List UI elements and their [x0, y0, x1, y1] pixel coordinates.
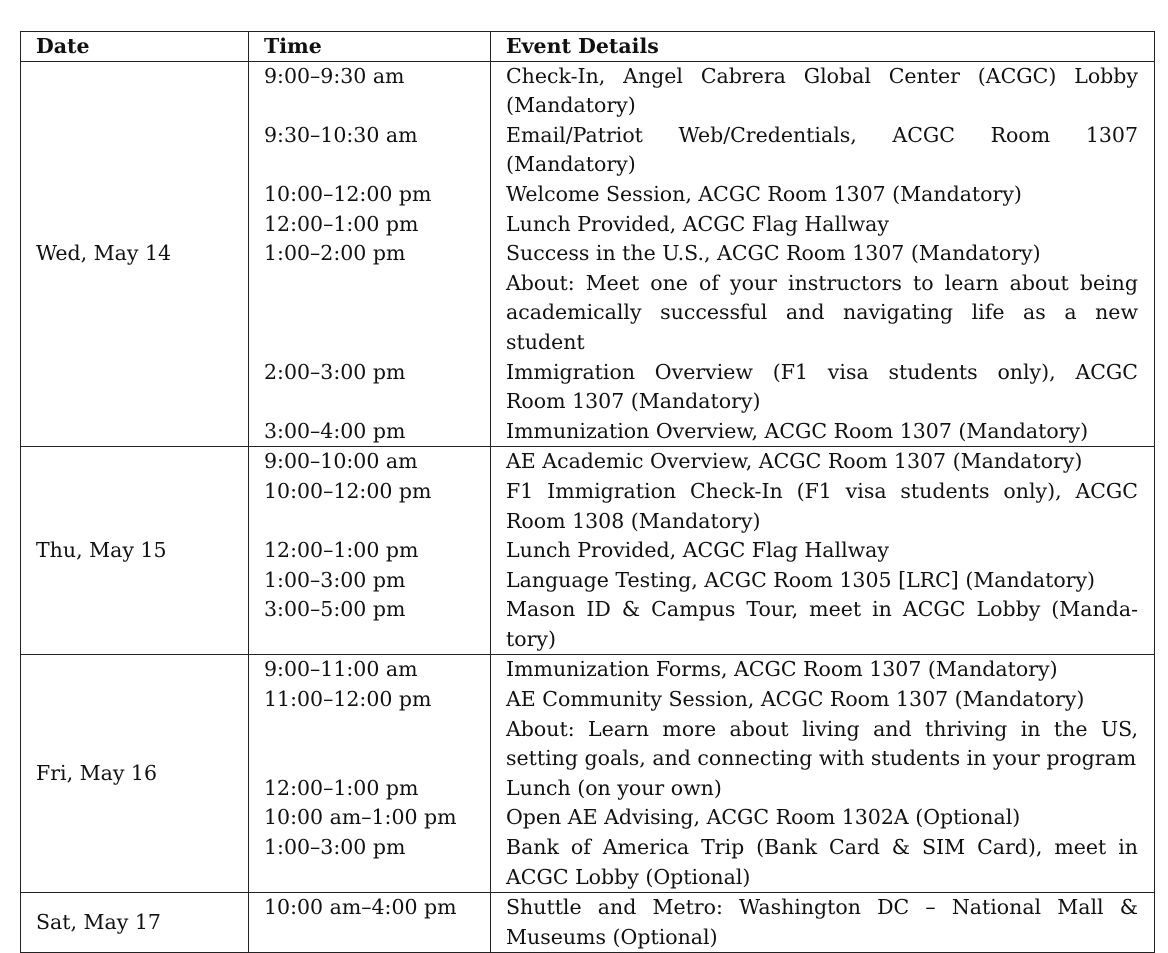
event-cell: [491, 269, 1155, 358]
event-text-line: Immunization Overview, ACGC Room 1307 (Mandatory): [506, 418, 1089, 443]
event-text-line: Success in the U.S., ACGC Room 1307 (Mandatory): [506, 241, 1041, 266]
event-text-line: Welcome Session, ACGC Room 1307 (Mandatory): [506, 181, 1022, 206]
header-time: Time: [249, 32, 491, 62]
event-text-line: Bank of America Trip (Bank Card & SIM Card), meet in: [506, 835, 1138, 860]
event-cell: [491, 715, 1155, 774]
time-cell: 3:00–5:00 pm: [249, 595, 491, 655]
table-row: [21, 447, 1155, 477]
day-group: [21, 655, 1155, 893]
date-cell: Sat, May 17: [21, 893, 249, 953]
date-cell: Fri, May 16: [21, 655, 249, 893]
time-cell: [249, 269, 491, 358]
time-cell: 10:00–12:00 pm: [249, 477, 491, 536]
time-cell: 9:00–10:00 am: [249, 447, 491, 477]
header-date: Date: [21, 32, 249, 62]
event-text-line: AE Academic Overview, ACGC Room 1307 (Mandatory): [506, 449, 1083, 474]
event-text-line: AE Community Session, ACGC Room 1307 (Mandatory): [506, 687, 1085, 712]
time-cell: 12:00–1:00 pm: [249, 210, 491, 240]
time-cell: 11:00–12:00 pm: [249, 685, 491, 715]
time-cell: 2:00–3:00 pm: [249, 358, 491, 417]
event-text-line: ACGC Lobby (Optional): [506, 864, 751, 889]
event-text-line: (Mandatory): [506, 152, 636, 177]
day-group: [21, 61, 1155, 447]
table-header: [21, 32, 1155, 62]
time-cell: 12:00–1:00 pm: [249, 536, 491, 566]
event-text-line: Room 1307 (Mandatory): [506, 389, 761, 414]
time-cell: 1:00–3:00 pm: [249, 566, 491, 596]
schedule-table: [20, 31, 1155, 953]
day-group: [21, 447, 1155, 655]
event-text-line: Shuttle and Metro: Washington DC – National Mall &: [506, 895, 1138, 920]
event-text-line: Museums (Optional): [506, 924, 718, 949]
header-event-details: Event Details: [491, 32, 1155, 62]
event-text-line: Immigration Overview (F1 visa students only), ACGC: [506, 359, 1138, 384]
time-cell: 1:00–3:00 pm: [249, 833, 491, 893]
header-row: [21, 32, 1155, 62]
event-cell: [491, 833, 1155, 893]
event-cell: [491, 447, 1155, 477]
day-group: [21, 893, 1155, 953]
event-text-line: Open AE Advising, ACGC Room 1302A (Optional): [506, 805, 1021, 830]
event-cell: [491, 803, 1155, 833]
event-cell: [491, 210, 1155, 240]
event-text-line: About: Learn more about living and thriving in the US,: [506, 716, 1138, 741]
time-cell: 10:00 am–4:00 pm: [249, 893, 491, 953]
date-cell: Wed, May 14: [21, 61, 249, 447]
event-text-line: Lunch Provided, ACGC Flag Hallway: [506, 211, 889, 236]
event-text-line: Room 1308 (Mandatory): [506, 508, 761, 533]
event-cell: [491, 566, 1155, 596]
table-row: [21, 893, 1155, 953]
time-cell: 9:30–10:30 am: [249, 121, 491, 180]
time-cell: 1:00–2:00 pm: [249, 239, 491, 269]
time-cell: [249, 715, 491, 774]
date-cell: Thu, May 15: [21, 447, 249, 655]
event-text-line: (Mandatory): [506, 93, 636, 118]
time-cell: 12:00–1:00 pm: [249, 774, 491, 804]
event-cell: [491, 893, 1155, 953]
event-cell: [491, 358, 1155, 417]
event-cell: [491, 536, 1155, 566]
event-text-line: Lunch (on your own): [506, 775, 722, 800]
event-text-line: Mason ID & Campus Tour, meet in ACGC Lobby (Manda-: [506, 597, 1138, 622]
event-text-line: Lunch Provided, ACGC Flag Hallway: [506, 538, 889, 563]
event-cell: [491, 239, 1155, 269]
event-text-line: Language Testing, ACGC Room 1305 [LRC] (Mandatory): [506, 567, 1096, 592]
event-text-line: Email/Patriot Web/Credentials, ACGC Room 1307: [506, 122, 1138, 147]
event-text-line: academically successful and navigating life as a new student: [506, 300, 1138, 354]
time-cell: 10:00 am–1:00 pm: [249, 803, 491, 833]
event-text-line: tory): [506, 626, 556, 651]
event-text-line: Immunization Forms, ACGC Room 1307 (Mandatory): [506, 657, 1058, 682]
event-text-line: Check-In, Angel Cabrera Global Center (ACGC) Lobby: [506, 63, 1138, 88]
table-row: [21, 655, 1155, 685]
time-cell: 9:00–11:00 am: [249, 655, 491, 685]
event-text-line: setting goals, and connecting with students in your program: [506, 746, 1137, 771]
time-cell: 10:00–12:00 pm: [249, 180, 491, 210]
event-cell: [491, 595, 1155, 655]
event-cell: [491, 61, 1155, 121]
event-text-line: F1 Immigration Check-In (F1 visa students only), ACGC: [506, 478, 1138, 503]
event-text-line: About: Meet one of your instructors to learn about being: [506, 270, 1138, 295]
event-cell: [491, 417, 1155, 447]
time-cell: 3:00–4:00 pm: [249, 417, 491, 447]
event-cell: [491, 477, 1155, 536]
event-cell: [491, 180, 1155, 210]
event-cell: [491, 121, 1155, 180]
event-cell: [491, 685, 1155, 715]
event-cell: [491, 655, 1155, 685]
table-row: [21, 61, 1155, 121]
event-cell: [491, 774, 1155, 804]
time-cell: 9:00–9:30 am: [249, 61, 491, 121]
